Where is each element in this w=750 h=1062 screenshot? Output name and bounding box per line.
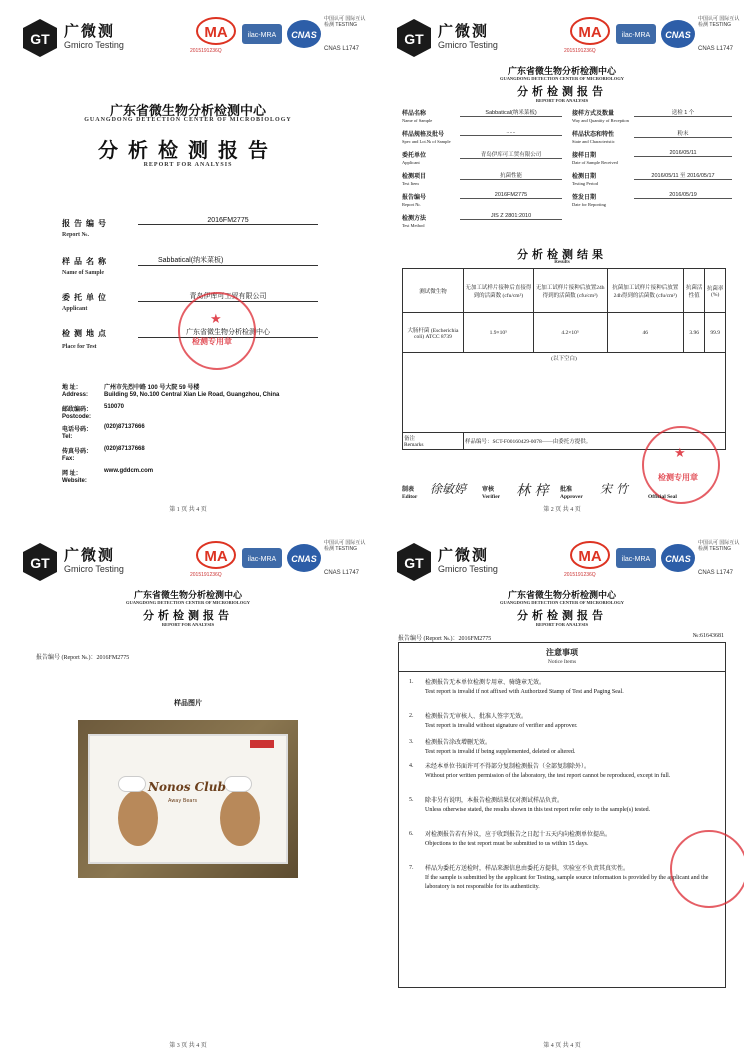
test-place-label-en: Place for Test <box>62 344 97 350</box>
info-label-en: Date of Sample Received <box>572 160 618 165</box>
info-value: Sabbatical(纳米菜板) <box>460 108 562 117</box>
report-title-cn: 分析检测报告 <box>517 609 607 622</box>
notice-text-en: Test report is invalid if being supplemented, deleted or altered. <box>425 749 576 755</box>
info-label-en: State and Characteristic <box>572 139 615 144</box>
cnas-icon <box>660 542 696 574</box>
report-title-cn: 分析检测报告 <box>143 609 233 622</box>
info-label: 检测日期 <box>572 173 597 180</box>
cnas-text: 中国认可 国际互认 检测 TESTING <box>324 16 366 28</box>
seal-star-icon: ★ <box>674 446 686 461</box>
column-header: 抗菌率 (%) <box>705 269 726 313</box>
info-label: 签发日期 <box>572 194 597 201</box>
svg-text:MA: MA <box>204 548 228 565</box>
sign-label-en: Official Seal <box>648 494 677 500</box>
brand-name-en: Gmicro Testing <box>438 40 498 50</box>
brand-name-cn: 广微测 <box>438 22 490 40</box>
notice-number: 6. <box>409 831 414 837</box>
info-label-en: Test Method <box>402 223 425 228</box>
svg-text:ilac-MRA: ilac-MRA <box>247 32 277 39</box>
svg-text:CNAS: CNAS <box>665 554 691 564</box>
info-row <box>402 148 562 168</box>
center-name-en: GUANGDONG DETECTION CENTER OF MICROBIOLOGY <box>499 76 625 81</box>
cnas-icon <box>286 542 322 574</box>
brand-name-cn: 广微测 <box>438 546 490 564</box>
info-label: 检测方法 <box>402 215 427 222</box>
report-no-value: 2016FM2775 <box>138 217 318 225</box>
board-brand: Nonos Club <box>148 780 226 794</box>
info-label-en: Date for Reporting <box>572 202 606 207</box>
brand-name-cn: 广微测 <box>64 22 116 40</box>
ilac-mra-icon <box>616 546 656 570</box>
column-header: 抗菌活性值 <box>683 269 704 313</box>
test-place-label: 检测地点 <box>62 329 110 338</box>
ma-code: 2015191236Q <box>564 48 596 54</box>
official-stamp <box>670 830 744 908</box>
report-cover-page <box>6 6 370 520</box>
address-label: 网 址： <box>62 471 82 477</box>
address-value: Building 59, No.100 Central Xian Lie Road, Guangzhou, China <box>104 392 280 398</box>
sign-label: 批准 <box>560 486 573 493</box>
info-label: 样品状态和特性 <box>572 131 615 138</box>
notice-text-cn: 未经本单位书面许可不得部分复制检测报告（全部复制除外）。 <box>425 764 591 770</box>
info-label: 接样日期 <box>572 152 597 159</box>
test-place-value: 广东省微生物分析检测中心 <box>138 327 318 338</box>
svg-text:ilac-MRA: ilac-MRA <box>621 32 651 39</box>
page-number: 第 2 页 共 4 页 <box>543 507 581 513</box>
info-value: 2016/05/11 <box>634 150 732 157</box>
cnas-icon <box>286 18 322 50</box>
info-label-en: Test Item <box>402 181 419 186</box>
serial-no: №:61643681 <box>692 633 724 639</box>
sample-name-value: Sabbatical(纳米菜板) <box>138 255 318 266</box>
cnas-text: 中国认可 国际互认 检测 TESTING <box>324 540 366 552</box>
notice-number: 7. <box>409 865 414 871</box>
chef-hat-left <box>118 776 146 792</box>
table-cell: 46 <box>607 313 683 353</box>
approver-signature: 宋 竹 <box>600 482 628 496</box>
column-header: 测试微生物 <box>403 269 464 313</box>
bear-chef-left <box>118 790 158 846</box>
info-value: 青岛伊库可工贸有限公司 <box>460 150 562 159</box>
info-value: 抗菌性能 <box>460 171 562 180</box>
address-label: 传真号码： <box>62 449 93 455</box>
chef-hat-right <box>224 776 252 792</box>
cnas-text: 中国认可 国际互认 检测 TESTING <box>698 540 740 552</box>
official-seal-stamp <box>642 426 720 504</box>
seal-label: 检测专用章 <box>658 473 698 482</box>
table-cell: 4.2×10⁵ <box>533 313 607 353</box>
column-header: 无加工试样片接种后直接得到的活菌数 (cfu/cm²) <box>463 269 533 313</box>
info-row <box>402 106 562 126</box>
sign-label-en: Editor <box>402 494 418 500</box>
sample-name-label: 样品名称 <box>62 257 110 266</box>
cnas-number: CNAS L1747 <box>698 46 734 52</box>
address-label: Address: <box>62 392 89 398</box>
notice-number: 5. <box>409 797 414 803</box>
notice-text-cn: 除非另有说明，本报告检测结果仅对测试样品负责。 <box>425 798 564 804</box>
address-label: Tel: <box>62 434 73 440</box>
ma-certification-icon <box>196 540 236 570</box>
center-name-cn: 广东省微生物分析检测中心 <box>133 591 242 601</box>
sample-name-label-en: Name of Sample <box>62 270 104 276</box>
info-row <box>572 169 732 189</box>
report-no-label-en: Report №. <box>62 232 90 238</box>
sign-label-en: Approver <box>560 494 583 500</box>
notice-box <box>398 642 726 988</box>
notice-number: 4. <box>409 763 414 769</box>
info-value: 2016FM2775 <box>460 192 562 199</box>
cnas-number: CNAS L1747 <box>698 570 734 576</box>
report-title-en: REPORT FOR ANALYSIS <box>161 622 215 627</box>
notice-text-cn: 对检测报告若有异议，应于收到报告之日起十五天内向检测单位提出。 <box>425 832 612 838</box>
svg-text:MA: MA <box>578 24 602 41</box>
report-no: 报告编号 (Report №.)：2016FM2775 <box>398 636 492 642</box>
notice-text-cn: 样品为委托方送检时，样品来源信息由委托方提供，实验室不负责其真实性。 <box>425 866 630 872</box>
svg-text:CNAS: CNAS <box>291 554 317 564</box>
info-row <box>572 148 732 168</box>
notice-text-cn: 检测报告无本单位检测专用章、骑缝章无效。 <box>425 680 546 686</box>
cnas-icon <box>660 18 696 50</box>
results-table <box>402 268 726 450</box>
report-title-en: REPORT FOR ANALYSIS <box>143 162 233 168</box>
notice-text-en: Unless otherwise stated, the results shown in this test report refer only to the sample(s) tested. <box>425 807 651 813</box>
notice-text-en: Test report is invalid if not affixed with Authorized Stamp of Test and Paging Seal. <box>425 689 624 695</box>
cutting-board-image <box>88 734 288 864</box>
report-title-cn: 分析检测报告 <box>517 85 607 98</box>
table-cell: 1.9×10⁵ <box>463 313 533 353</box>
brand-name-en: Gmicro Testing <box>438 564 498 574</box>
ma-code: 2015191236Q <box>190 572 222 578</box>
svg-text:GT: GT <box>30 555 50 571</box>
address-value: 510070 <box>104 404 125 410</box>
report-no: 报告编号 (Report №.)：2016FM2775 <box>36 655 130 661</box>
ma-code: 2015191236Q <box>564 572 596 578</box>
address-label: 邮政编码： <box>62 407 93 413</box>
cnas-number: CNAS L1747 <box>324 46 360 52</box>
info-value: JIS Z 2801:2010 <box>460 213 562 220</box>
applicant-value: 青岛伊库可工贸有限公司 <box>138 291 318 302</box>
center-name-cn: 广东省微生物分析检测中心 <box>109 104 266 119</box>
info-label-en: Report №. <box>402 202 421 207</box>
info-row <box>402 211 562 231</box>
results-blank-row <box>403 353 726 433</box>
blank-note: (以下空白) <box>403 353 726 433</box>
results-title-en: Results <box>554 260 570 265</box>
notice-text-cn: 检测报告无审核人、批准人签字无效。 <box>425 714 528 720</box>
table-cell: 99.9 <box>705 313 726 353</box>
page-number: 第 4 页 共 4 页 <box>543 1043 581 1049</box>
sample-photo-page <box>6 530 370 1056</box>
info-label: 检测项目 <box>402 173 427 180</box>
remarks-label: 备注 Remarks <box>403 433 464 450</box>
gmicro-logo-icon <box>394 18 434 58</box>
report-header <box>6 530 370 590</box>
address-value: 广州市先烈中路 100 号大院 59 号楼 <box>104 385 200 391</box>
notice-text-en: Test report is invalid without signature of verifier and approver. <box>425 723 578 729</box>
svg-text:CNAS: CNAS <box>665 30 691 40</box>
report-title-en: REPORT FOR ANALYSIS <box>535 622 589 627</box>
info-label: 报告编号 <box>402 194 427 201</box>
report-results-page <box>380 6 744 520</box>
ma-certification-icon <box>570 16 610 46</box>
report-title-en: REPORT FOR ANALYSIS <box>535 98 589 103</box>
address-label: Website: <box>62 478 87 484</box>
sign-label-en: Verifier <box>482 494 501 500</box>
ilac-mra-icon <box>242 22 282 46</box>
remarks-value: 样品编号：SCT-F00160429-0078——由委托方提供。 <box>463 433 725 450</box>
svg-text:CNAS: CNAS <box>291 30 317 40</box>
notice-number: 3. <box>409 739 414 745</box>
ilac-mra-icon <box>616 22 656 46</box>
info-row <box>572 106 732 126</box>
cnas-number: CNAS L1747 <box>324 570 360 576</box>
page-number: 第 1 页 共 4 页 <box>169 507 207 513</box>
info-value: 2016/05/11 至 2016/05/17 <box>634 171 732 180</box>
notice-text-en: If the sample is submitted by the applicant for Testing, sample source information is provided by the applicant and the laboratory is not responsible for its authenticity. <box>425 875 709 890</box>
applicant-label-en: Applicant <box>62 306 88 312</box>
stamp-label: 检测专用章 <box>192 337 232 346</box>
svg-text:GT: GT <box>404 555 424 571</box>
gmicro-logo-icon <box>20 542 60 582</box>
notice-divider <box>399 671 725 672</box>
address-label: Fax: <box>62 456 75 462</box>
info-row <box>402 190 562 210</box>
info-label: 样品规格及批号 <box>402 131 445 138</box>
report-header <box>380 530 744 590</box>
results-header-row <box>403 269 726 313</box>
ilac-mra-icon <box>242 546 282 570</box>
info-label-en: Way and Quantity of Reception <box>572 118 629 123</box>
info-value: 2016/05/19 <box>634 192 732 199</box>
svg-text:ilac-MRA: ilac-MRA <box>247 556 277 563</box>
notice-text-cn: 检测报告涂改增删无效。 <box>425 740 492 746</box>
brand-name-en: Gmicro Testing <box>64 40 124 50</box>
ma-certification-icon <box>570 540 610 570</box>
svg-text:GT: GT <box>404 31 424 47</box>
gmicro-logo-icon <box>20 18 60 58</box>
column-header: 无加工试样片接种后放置24h得到的活菌数 (cfu/cm²) <box>533 269 607 313</box>
results-title-cn: 分析检测结果 <box>517 248 607 261</box>
info-value: ...... <box>460 129 562 136</box>
notice-text-en: Without prior written permission of the laboratory, the test report cannot be reproduced, except in full. <box>425 773 671 779</box>
stamp-star-icon: ★ <box>210 312 222 327</box>
gmicro-logo-icon <box>394 542 434 582</box>
brand-name-en: Gmicro Testing <box>64 564 124 574</box>
report-title-cn: 分析检测报告 <box>98 138 278 162</box>
svg-text:MA: MA <box>578 548 602 565</box>
address-value: (020)87137666 <box>104 424 145 430</box>
info-row <box>402 169 562 189</box>
notice-number: 1. <box>409 679 414 685</box>
notice-number: 2. <box>409 713 414 719</box>
center-name-cn: 广东省微生物分析检测中心 <box>507 591 616 601</box>
address-label: 地 址： <box>62 385 82 391</box>
photo-label: 样品图片 <box>174 698 202 707</box>
results-data-row <box>403 313 726 353</box>
center-name-en: GUANGDONG DETECTION CENTER OF MICROBIOLOGY <box>125 600 251 605</box>
notice-title-en: Notice Items <box>547 659 577 665</box>
applicant-label: 委托单位 <box>62 293 110 302</box>
bear-chef-right <box>220 790 260 846</box>
ma-certification-icon <box>196 16 236 46</box>
ma-code: 2015191236Q <box>190 48 222 54</box>
address-label: 电话号码： <box>62 427 93 433</box>
info-row <box>572 190 732 210</box>
table-cell: 大肠杆菌 (Escherichia coli) ATCC 8739 <box>403 313 464 353</box>
info-label-en: Applicant <box>402 160 420 165</box>
verifier-signature: 林 梓 <box>516 483 549 499</box>
svg-text:MA: MA <box>204 24 228 41</box>
sample-photo <box>78 720 298 878</box>
info-label-en: Testing Period <box>572 181 599 186</box>
page-number: 第 3 页 共 4 页 <box>169 1043 207 1049</box>
info-value: 送检 1 个 <box>634 108 732 117</box>
svg-text:ilac-MRA: ilac-MRA <box>621 556 651 563</box>
report-header <box>6 6 370 66</box>
address-value: (020)87137668 <box>104 446 145 452</box>
column-header: 抗菌加工试样片接种后放置24h得到的活菌数 (cfu/cm²) <box>607 269 683 313</box>
info-label: 委托单位 <box>402 152 427 159</box>
info-label-en: Name of Sample <box>402 118 433 123</box>
notice-text-en: Objections to the test report must be submitted to us within 15 days. <box>425 841 589 847</box>
address-value: www.gddcm.com <box>104 468 154 474</box>
notice-page <box>380 530 744 1056</box>
center-name-en: GUANGDONG DETECTION CENTER OF MICROBIOLOGY <box>84 117 292 123</box>
board-tag <box>250 740 274 748</box>
info-value: 粉末 <box>634 129 732 138</box>
notice-title-cn: 注意事项 <box>546 647 578 657</box>
center-name-en: GUANGDONG DETECTION CENTER OF MICROBIOLOGY <box>499 600 625 605</box>
info-label-en: Spec and Lot.№ of Sample <box>402 139 451 144</box>
official-stamp <box>178 292 256 370</box>
info-row <box>402 127 562 147</box>
sign-label: 审核 <box>482 486 495 493</box>
report-header <box>380 6 744 66</box>
info-label: 样品名称 <box>402 110 427 117</box>
brand-name-cn: 广微测 <box>64 546 116 564</box>
info-row <box>572 127 732 147</box>
address-label: Postcode: <box>62 414 92 420</box>
cnas-text: 中国认可 国际互认 检测 TESTING <box>698 16 740 28</box>
table-cell: 3.96 <box>683 313 704 353</box>
report-no-label: 报告编号 <box>62 219 110 228</box>
center-name-cn: 广东省微生物分析检测中心 <box>507 67 616 77</box>
board-sub: Away Bears <box>168 798 198 804</box>
editor-signature: 徐敏婷 <box>430 482 467 496</box>
sign-label: 制表 <box>402 486 415 493</box>
svg-text:GT: GT <box>30 31 50 47</box>
info-label: 接样方式及数量 <box>572 110 615 117</box>
